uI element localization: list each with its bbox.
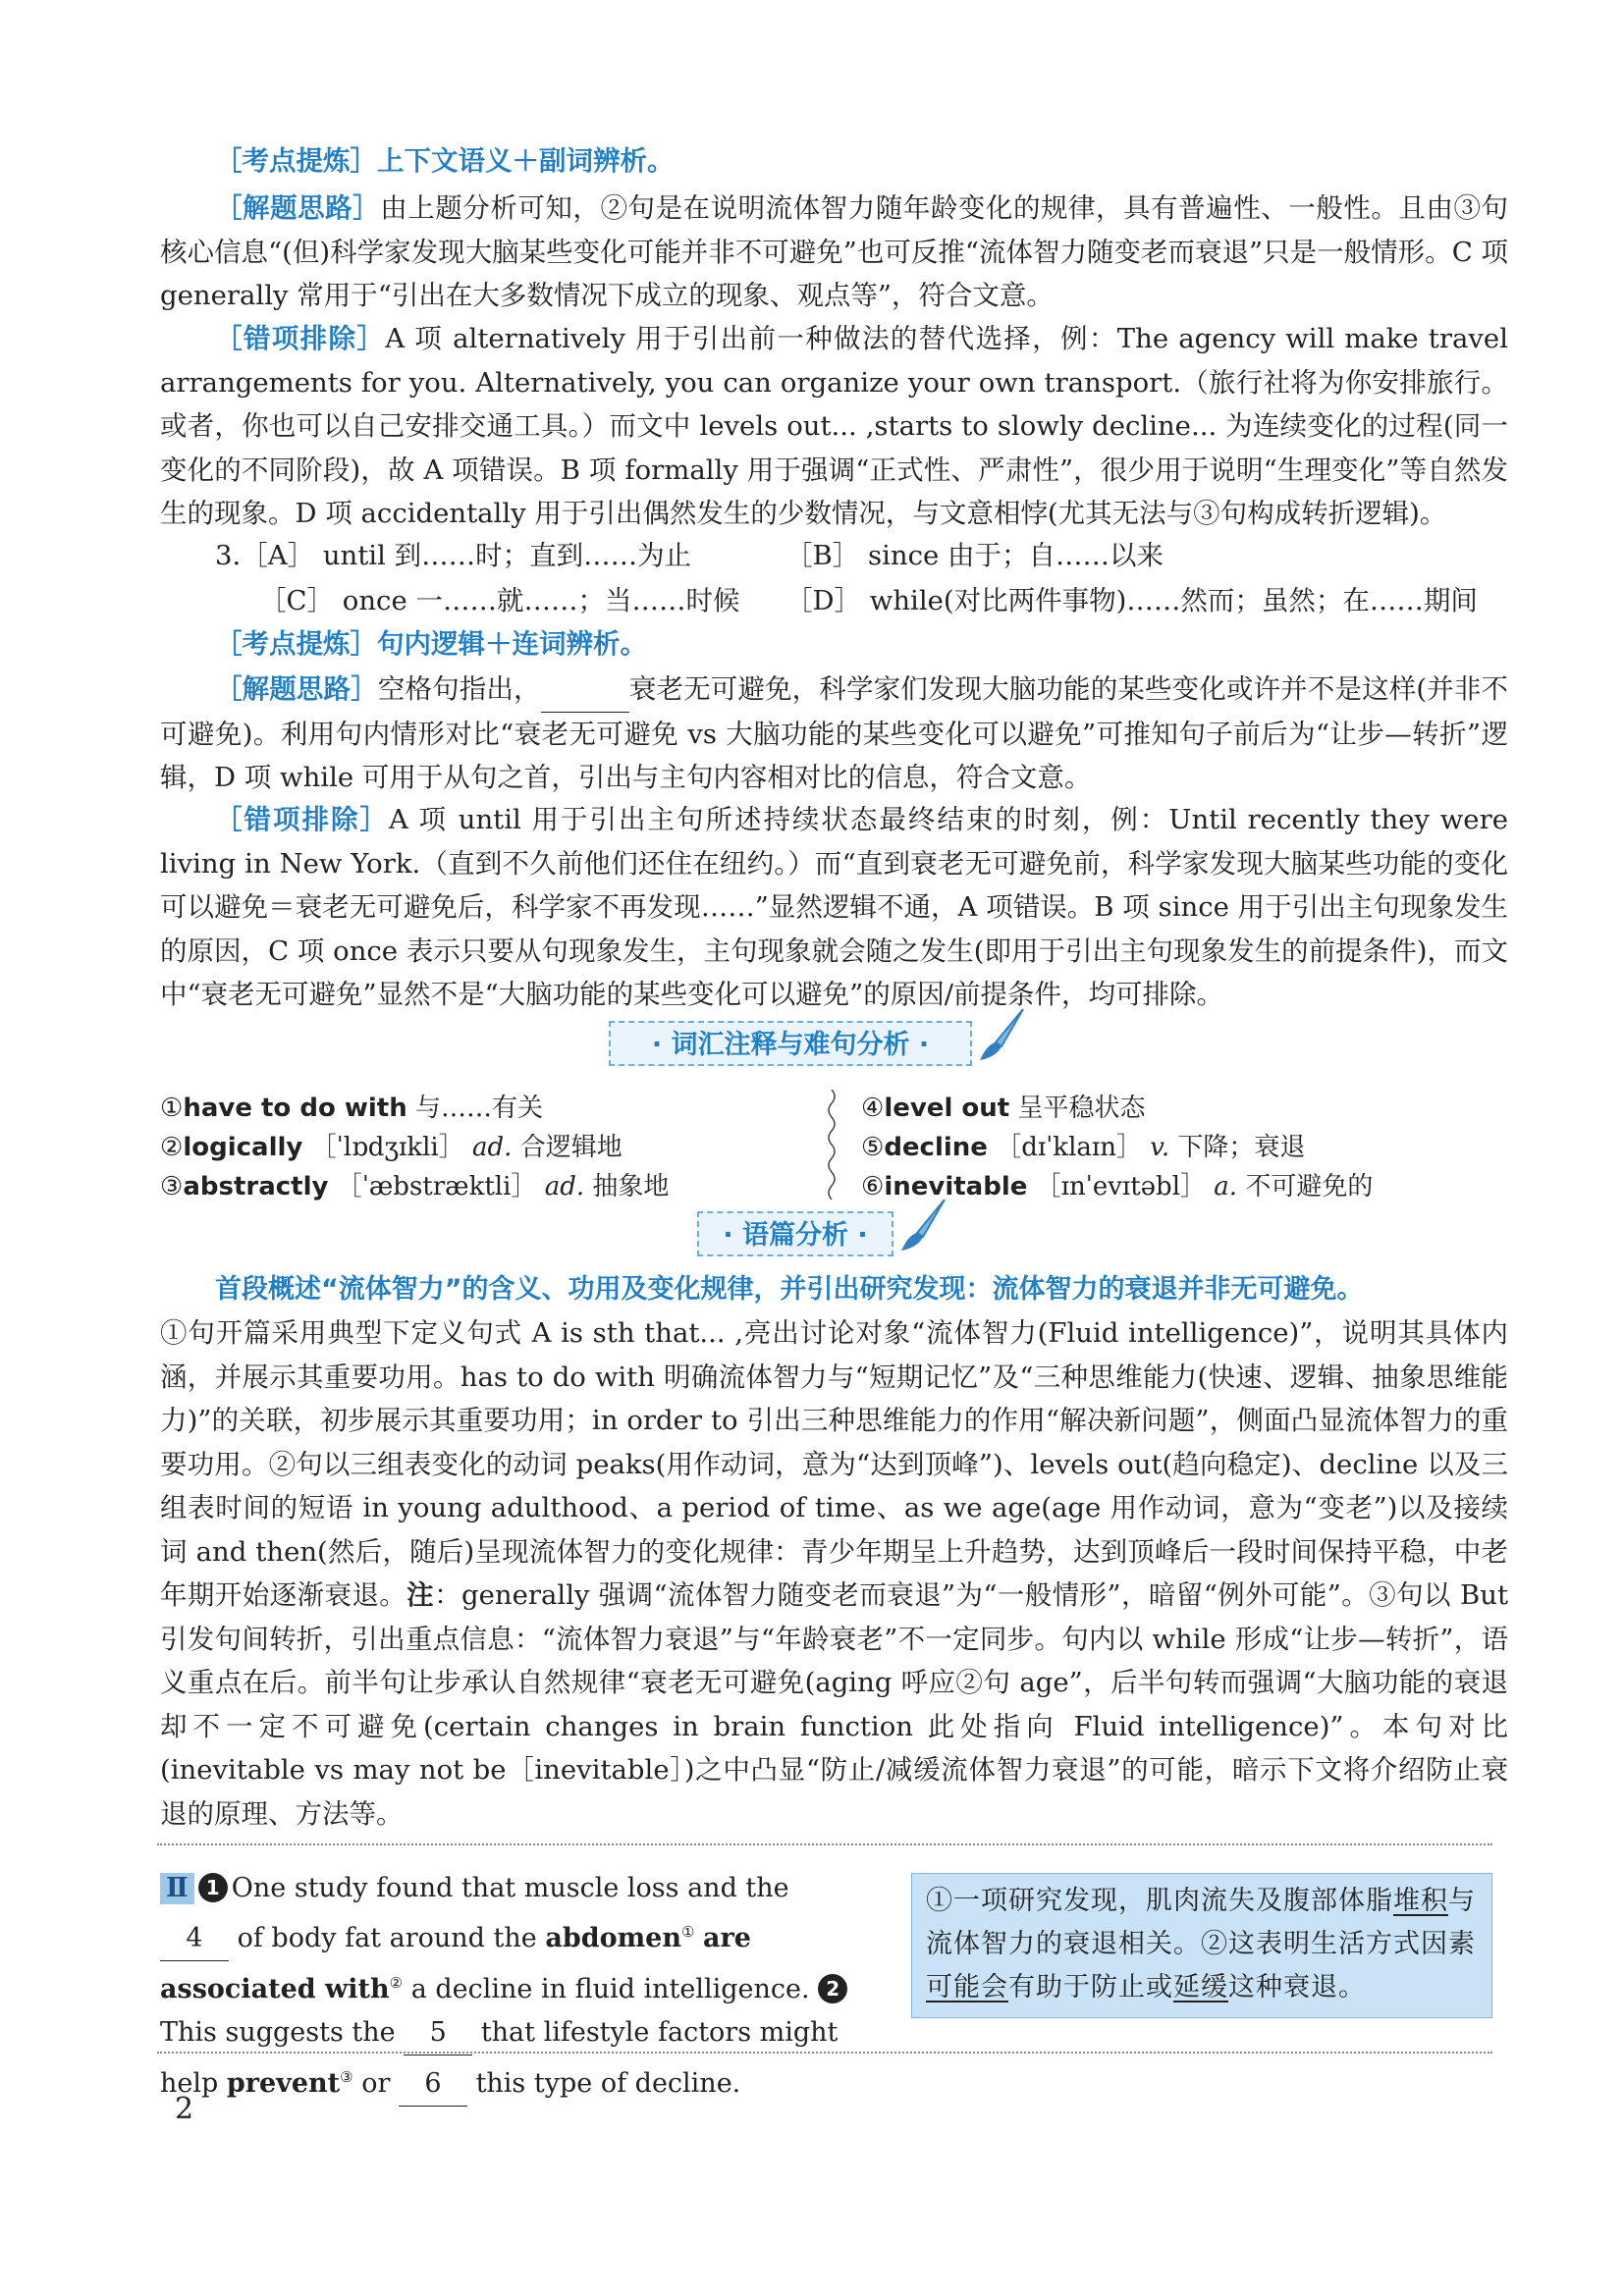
tag-solution: ［解题思路］ — [215, 673, 378, 705]
blank-6: 6 — [399, 2062, 467, 2107]
vocab-word: abdomen — [545, 1923, 681, 1953]
key-point-text: 句内逻辑＋连词辨析。 — [377, 628, 647, 660]
key-point-1 — [160, 139, 1508, 184]
wavy-divider — [825, 1090, 839, 1200]
sentence-number: 1 — [198, 1873, 228, 1902]
option-a: 3.［A］ until 到……时；直到……为止 — [215, 540, 692, 571]
page-number: 2 — [175, 2092, 194, 2126]
analysis-text-a: ①句开篇采用典型下定义句式 A is sth that... ,亮出讨论对象“流体智力(Fluid intelligence)”，说明其具体内涵，并展示其重要功用。has to do with 明确流体智力与“短期记忆”及“三种思维能力(快速、逻辑、抽象思维能力)”的关联，初步展示其重要功用；in order to 引出三种思维能力的作用“解决新问题”，侧面凸显流体智力的重要功用。②句以三组表变化的动词 peaks(用作动词，意为“达到顶峰”)、levels out(趋向稳定)、decline 以及三组表时间的短语 in young adulthood、a period of time、as we age(age 用作动词，意为“变老”)以及接续词 and then(然后，随后)呈现流体智力的变化规律：青少年期呈上升趋势，达到顶峰后一段时间保持平稳，中老年期开始逐渐衰退。 — [160, 1317, 1508, 1611]
tag-key-point: ［考点提炼］ — [215, 145, 377, 177]
solution-text: 由上题分析可知，②句是在说明流体智力随年龄变化的规律，具有普遍性、一般性。且由③句核心信息“(但)科学家发现大脑某些变化可能并非不可避免”也可反推“流体智力随变老而衰退”只是一般情形。C 项 generally 常用于“引出在大多数情况下成立的现象、观点等”，符合文意。 — [160, 192, 1509, 311]
solution-1 — [160, 187, 1508, 318]
vocab-word: prevent — [226, 2068, 341, 2099]
passage-excerpt: Ⅱ 1 One study found that muscle loss and the 4 of body fat around the abdomen① are associated with② a decline in fluid intelligence. 2This suggests the 5 that lifestyle factors might help prevent③ or 6 this type of decline. — [160, 1867, 859, 2107]
key-point-2 — [160, 622, 1508, 667]
vocab-item: ⑤decline ［dɪˈklaɪn］ v. 下降；衰退 — [861, 1133, 1306, 1162]
elimination-1 — [160, 317, 1508, 536]
elimination-text: A 项 alternatively 用于引出前一种做法的替代选择，例：The agency will make travel arrangements for you. Alternatively, you can organize your own transport.（旅行社将为你安排旅行。或者，你也可以自己安排交通工具。）而文中 levels out... ,starts to slowly decline... 为连续变化的过程(同一变化的不同阶段)，故 A 项错误。B 项 formally 用于强调“正式性、严肃性”，很少用于说明“生理变化”等自然发生的现象。D 项 accidentally 用于引出偶然发生的少数情况，与文意相悖(尤其无法与③句构成转折逻辑)。 — [160, 323, 1509, 529]
solution-text-b: 衰老无可避免，科学家们发现大脑功能的某些变化或许并不是这样(并非不可避免)。利用句内情形对比“衰老无可避免 vs 大脑功能的某些变化可以避免”可推知句子前后为“让步—转折”逻辑，D 项 while 可用于从句之首，引出与主句内容相对比的信息，符合文意。 — [160, 673, 1509, 793]
vocab-item: ④level out 呈平稳状态 — [861, 1094, 1146, 1123]
blank-5: 5 — [404, 2011, 472, 2056]
key-point-text: 上下文语义＋副词辨析。 — [377, 145, 675, 177]
note-label: 注 — [406, 1579, 435, 1611]
option-d: ［D］ while(对比两件事物)……然而；虽然；在……期间 — [785, 585, 1478, 616]
tag-elimination: ［错项排除］ — [215, 323, 386, 354]
vocab-item: ②logically ［ˈlɒdʒɪkli］ ad. 合逻辑地 — [160, 1133, 623, 1162]
tag-key-point: ［考点提炼］ — [215, 628, 377, 660]
discourse-analysis — [160, 1311, 1508, 1836]
tag-solution: ［解题思路］ — [215, 192, 381, 224]
brush-icon — [895, 1196, 954, 1255]
option-c: ［C］ once 一……就……；当……时候 — [259, 585, 740, 616]
vocab-item: ①have to do with 与……有关 — [160, 1094, 544, 1123]
solution-2 — [160, 667, 1508, 800]
divider — [157, 2052, 1492, 2054]
discourse-summary: 首段概述“流体智力”的含义、功用及变化规律，并引出研究发现：流体智力的衰退并非无可避免。 — [215, 1274, 1364, 1305]
brush-icon — [974, 1005, 1033, 1064]
elimination-2 — [160, 798, 1508, 1017]
blank-line — [541, 667, 629, 713]
vocab-word: are associated with — [160, 1923, 751, 2004]
translation-box: ①一项研究发现，肌肉流失及腹部体脂堆积与流体智力的衰退相关。②这表明生活方式因素可能会有助于防止或延缓这种衰退。 — [911, 1873, 1492, 2018]
elimination-text: A 项 until 用于引出主句所述持续状态最终结束的时刻，例：Until recently they were living in New York.（直到不久前他们还住在纽约。）而“直到衰老无可避免前，科学家发现大脑某些功能的变化可以避免＝衰老无可避免后，科学家不再发现……”显然逻辑不通，A 项错误。B 项 since 用于引出主句现象发生的原因，C 项 once 表示只要从句现象发生，主句现象就会随之发生(即用于引出主句现象发生的前提条件)，而文中“衰老无可避免”显然不是“大脑功能的某些变化可以避免”的原因/前提条件，均可排除。 — [160, 804, 1508, 1010]
section-number: Ⅱ — [160, 1873, 194, 1904]
vocab-item: ⑥inevitable ［ɪnˈevɪtəbl］ a. 不可避免的 — [861, 1172, 1374, 1201]
option-b: ［B］ since 由于；自……以来 — [785, 540, 1164, 571]
tag-elimination: ［错项排除］ — [215, 804, 389, 835]
analysis-text-b: ：generally 强调“流体智力随变老而衰退”为“一般情形”，暗留“例外可能”。③句以 But 引发句间转折，引出重点信息：“流体智力衰退”与“年龄衰老”不一定同步。句内以 while 形成“让步—转折”，语义重点在后。前半句让步承认自然规律“衰老无可避免(aging 呼应②句 age”，后半句转而强调“大脑功能的衰退却不一定不可避免(certain changes in brain function 此处指向 Fluid intelligence)”。本句对比(inevitable vs may not be［inevitable］)之中凸显“防止/减缓流体智力衰退”的可能，暗示下文将介绍防止衰退的原理、方法等。 — [160, 1579, 1509, 1830]
vocab-item: ③abstractly ［ˈæbstræktli］ ad. 抽象地 — [160, 1172, 670, 1201]
vocab-banner: · 词汇注释与难句分析 · — [609, 1021, 972, 1066]
solution-text-a: 空格句指出， — [377, 673, 541, 705]
divider — [157, 1843, 1492, 1845]
sentence-number: 2 — [818, 1974, 847, 2003]
discourse-banner: · 语篇分析 · — [697, 1211, 893, 1256]
blank-4: 4 — [160, 1917, 229, 1961]
